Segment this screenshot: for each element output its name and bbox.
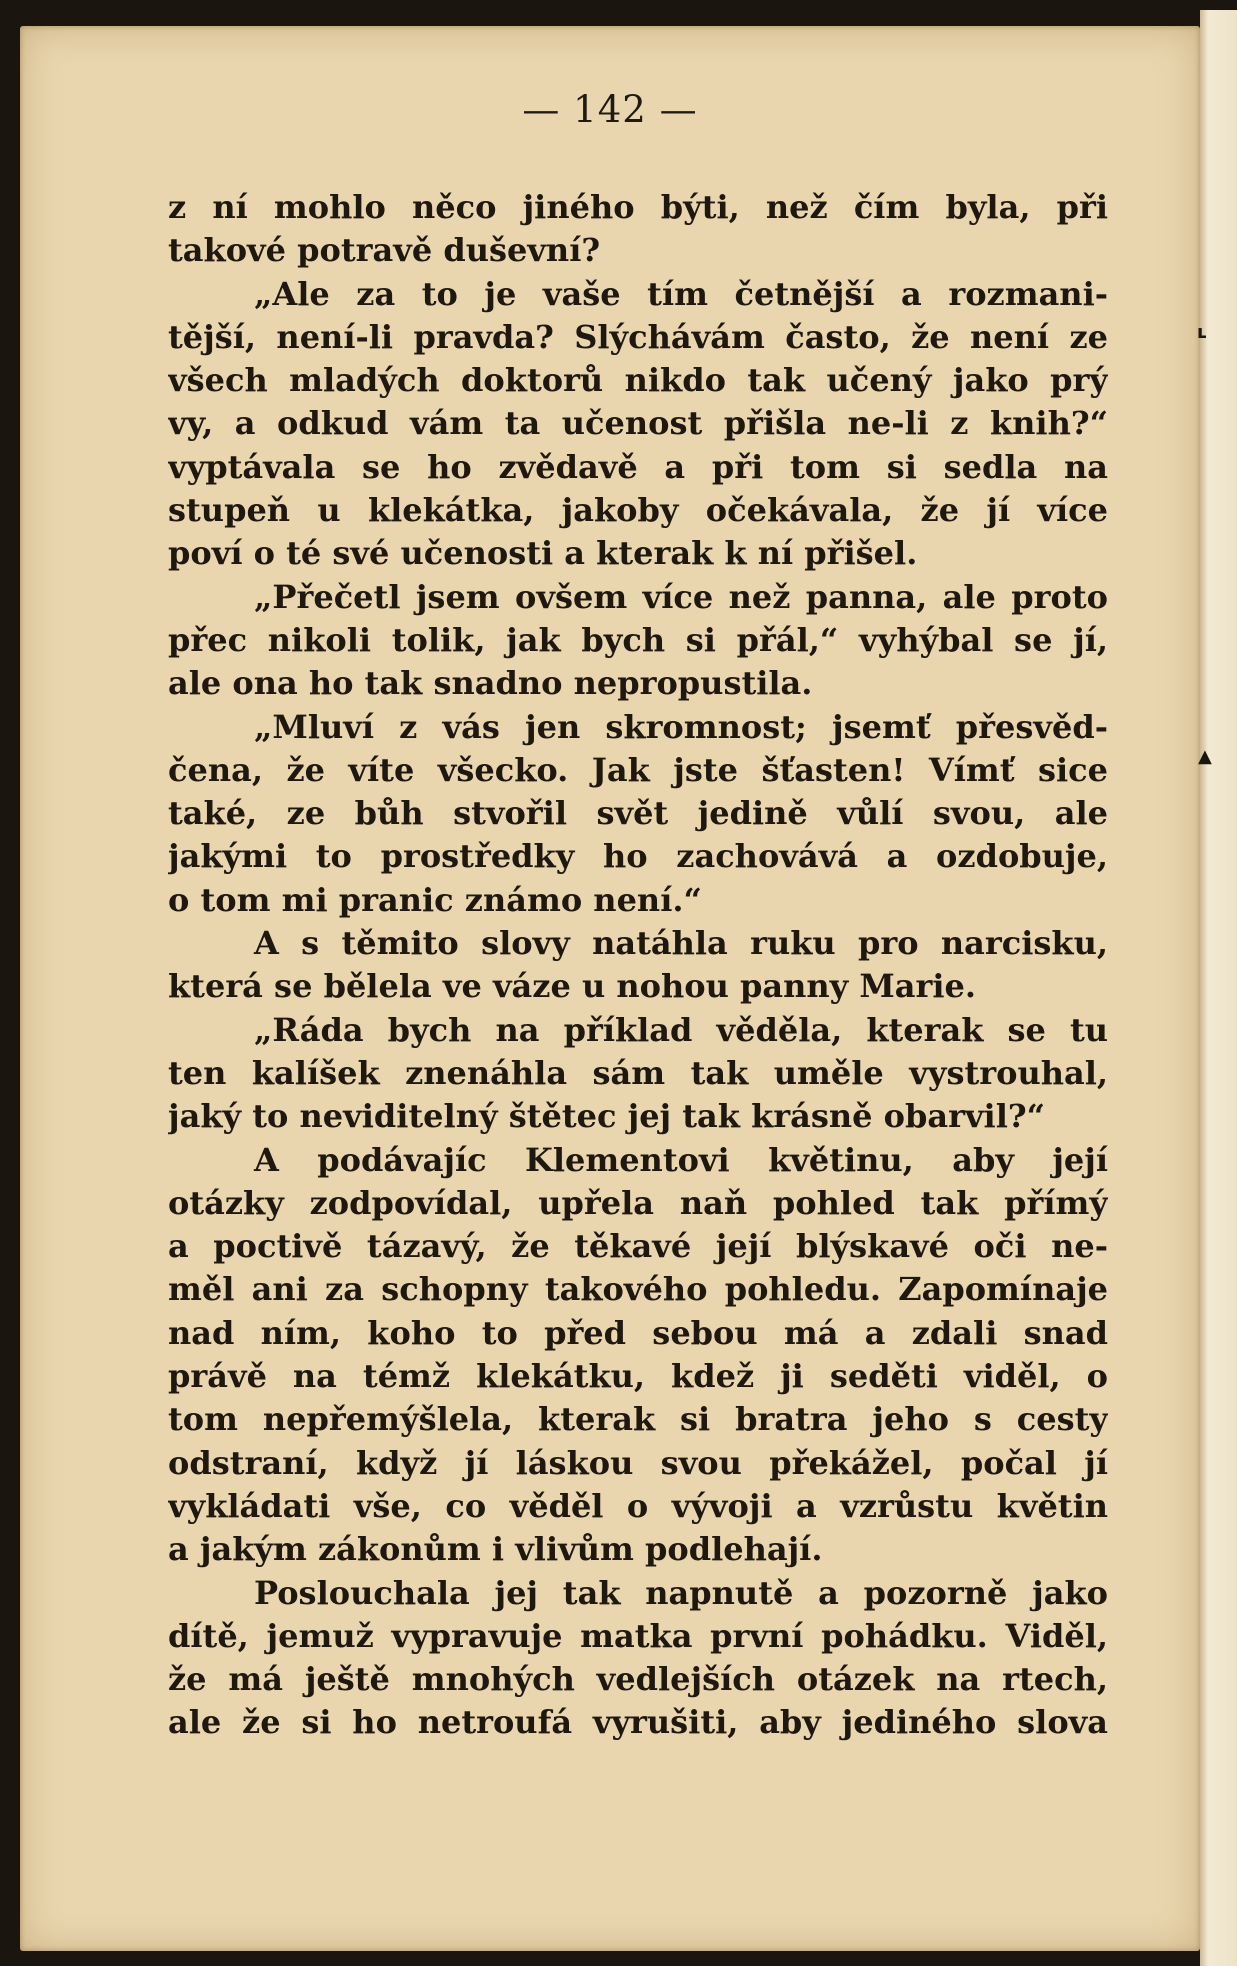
text-line: vyptávala se ho zvědavě a při tom si sedla na	[168, 447, 1108, 486]
text-line: nad ním, koho to před sebou má a zdali snad	[168, 1313, 1108, 1352]
text-line: čena, že víte všecko. Jak jste šťasten! Vímť sice	[168, 750, 1108, 789]
page-number: — 142 —	[522, 88, 698, 131]
text-line: měl ani za schopny takového pohledu. Zapomínaje	[168, 1270, 1108, 1309]
book-page	[20, 26, 1200, 1951]
text-line: A podávajíc Klementovi květinu, aby její	[254, 1140, 1108, 1179]
text-line: o tom mi pranic známo není.“	[168, 880, 702, 919]
text-line: že má ještě mnohých vedlejších otázek na rtech,	[168, 1660, 1108, 1699]
text-line: a jakým zákonům i vlivům podlehají.	[168, 1530, 823, 1569]
text-line: také, ze bůh stvořil svět jedině vůlí svou, ale	[168, 794, 1108, 833]
edge-mark: ▲	[1198, 746, 1212, 767]
text-line: odstraní, když jí láskou svou překážel, počal jí	[168, 1443, 1108, 1482]
text-line: jaký to neviditelný štětec jej tak krásně obarvil?“	[168, 1097, 1046, 1136]
text-line: A s těmito slovy natáhla ruku pro narcisku,	[254, 924, 1108, 963]
text-line: právě na témž klekátku, kdež ji seděti viděl, o	[168, 1357, 1108, 1396]
text-line: Poslouchala jej tak napnutě a pozorně jako	[254, 1573, 1108, 1612]
text-line: která se bělela ve váze u nohou panny Marie.	[168, 967, 977, 1006]
text-line: a poctivě tázavý, že těkavé její blýskavé oči ne-	[168, 1227, 1108, 1266]
edge-mark: ʟ	[1197, 322, 1207, 343]
text-line: dítě, jemuž vypravuje matka první pohádku. Viděl,	[168, 1616, 1108, 1655]
text-line: „Mluví z vás jen skromnost; jsemť přesvěd-	[254, 707, 1108, 746]
body-text	[168, 186, 1108, 1745]
text-line: „Ale za to je vaše tím četnější a rozmani-	[254, 274, 1108, 313]
text-line: otázky zodpovídal, upřela naň pohled tak přímý	[168, 1183, 1108, 1222]
text-line: z ní mohlo něco jiného býti, než čím byla, při	[168, 188, 1108, 226]
text-line: vykládati vše, co věděl o vývoji a vzrůstu květin	[168, 1486, 1108, 1525]
text-line: poví o té své učenosti a kterak k ní přišel.	[168, 534, 918, 573]
text-line: takové potravě duševní?	[168, 231, 601, 270]
text-line: tější, není-li pravda? Slýchávám často, že není ze	[168, 317, 1108, 356]
next-page-edge	[1197, 10, 1237, 1966]
text-line: „Přečetl jsem ovšem více než panna, ale proto	[254, 577, 1108, 616]
text-line: ale že si ho netroufá vyrušiti, aby jediného slova	[168, 1703, 1108, 1742]
text-line: tom nepřemýšlela, kterak si bratra jeho s cesty	[168, 1400, 1108, 1439]
text-line: vy, a odkud vám ta učenost přišla ne-li z knih?“	[168, 404, 1108, 443]
text-line: ale ona ho tak snadno nepropustila.	[168, 664, 813, 703]
text-line: ten kalíšek znenáhla sám tak uměle vystrouhal,	[168, 1053, 1108, 1092]
text-line: stupeň u klekátka, jakoby očekávala, že jí více	[168, 491, 1108, 530]
text-line: jakými to prostředky ho zachovává a ozdobuje,	[168, 837, 1108, 876]
text-line: všech mladých doktorů nikdo tak učený jako prý	[168, 361, 1108, 400]
text-line: „Ráda bych na příklad věděla, kterak se tu	[254, 1010, 1108, 1049]
text-line: přec nikoli tolik, jak bych si přál,“ vyhýbal se jí,	[168, 620, 1108, 659]
